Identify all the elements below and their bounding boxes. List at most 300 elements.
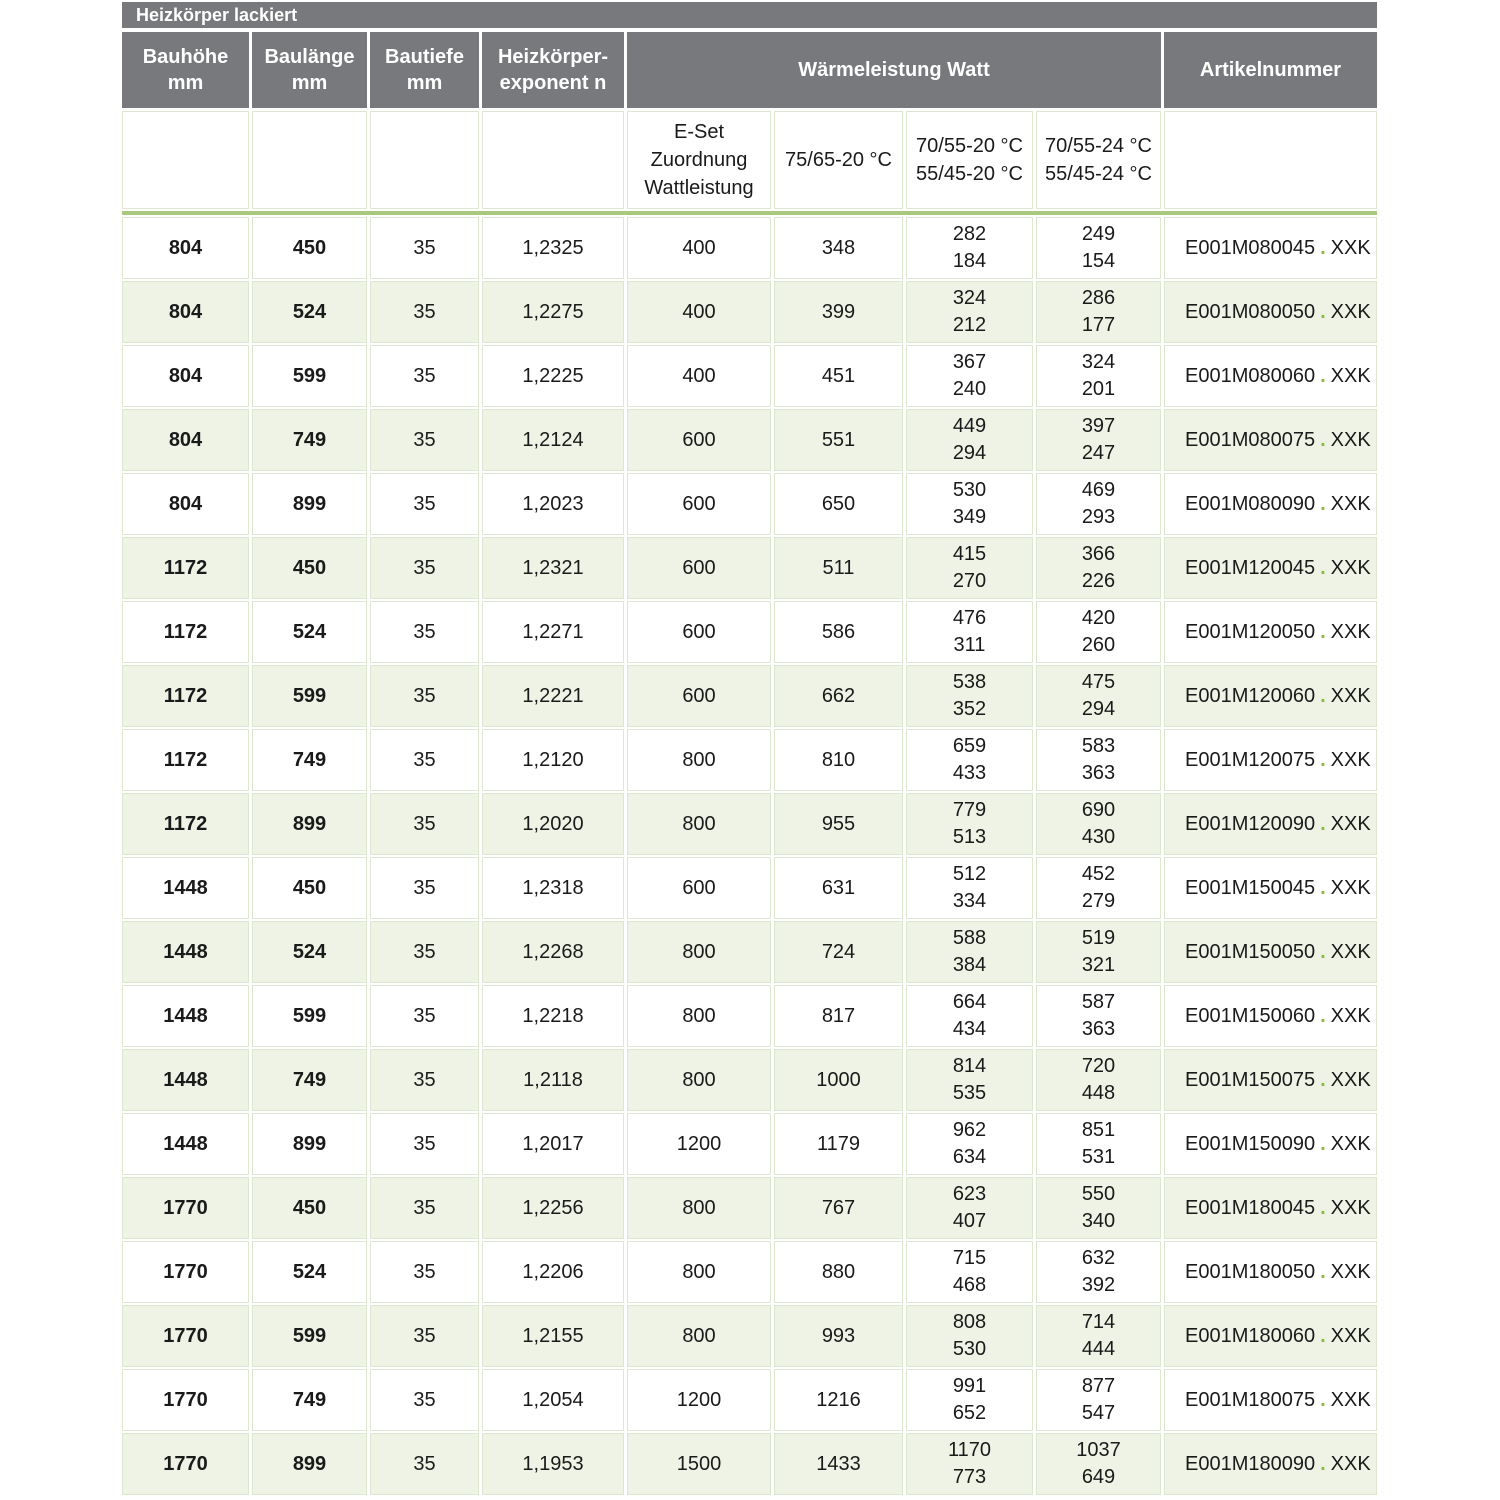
watt-value: 247	[1081, 442, 1116, 464]
cell-exponent: 1,2271	[482, 601, 624, 663]
subheader-70-55-24	[1036, 111, 1161, 209]
cell-bautiefe: 35	[370, 1305, 479, 1367]
cell-artikelnummer	[1164, 729, 1377, 791]
cell-baulaenge: 450	[252, 217, 367, 279]
cell-artikelnummer	[1164, 1049, 1377, 1111]
cell-artikelnummer	[1164, 985, 1377, 1047]
cell-baulaenge: 599	[252, 665, 367, 727]
cell-70-55-20	[906, 217, 1033, 279]
cell-bauhoehe: 1770	[122, 1177, 249, 1239]
table-title: Heizkörper lackiert	[136, 5, 298, 25]
cell-75-65: 1000	[774, 1049, 903, 1111]
cell-bautiefe: 35	[370, 1433, 479, 1495]
cell-baulaenge: 749	[252, 409, 367, 471]
watt-value: 519	[1081, 927, 1116, 949]
watt-value: 363	[1081, 1018, 1116, 1040]
subheader-line: 55/45-20 °C	[916, 163, 1023, 185]
cell-bauhoehe: 1172	[122, 537, 249, 599]
watt-value: 714	[1081, 1311, 1116, 1333]
cell-baulaenge: 524	[252, 1241, 367, 1303]
watt-value: 649	[1081, 1466, 1116, 1488]
cell-70-55-20	[906, 793, 1033, 855]
artikel-dot: .	[1320, 556, 1326, 579]
cell-bauhoehe: 804	[122, 281, 249, 343]
watt-value: 286	[1081, 287, 1116, 309]
watt-value: 512	[952, 863, 987, 885]
watt-value: 340	[1081, 1210, 1116, 1232]
cell-70-55-20	[906, 537, 1033, 599]
watt-value: 587	[1081, 991, 1116, 1013]
col-header-exponent	[482, 32, 624, 108]
cell-bautiefe: 35	[370, 665, 479, 727]
col-header-artikelnummer: Artikelnummer	[1164, 32, 1377, 108]
watt-value: 962	[952, 1119, 987, 1141]
cell-70-55-20	[906, 281, 1033, 343]
cell-baulaenge: 899	[252, 1113, 367, 1175]
cell-exponent: 1,2268	[482, 921, 624, 983]
cell-artikelnummer	[1164, 345, 1377, 407]
artikel-base: E001M080090	[1185, 492, 1316, 515]
cell-70-55-20	[906, 473, 1033, 535]
cell-75-65: 586	[774, 601, 903, 663]
watt-value: 294	[1081, 698, 1116, 720]
watt-value: 444	[1081, 1338, 1116, 1360]
artikel-base: E001M180075	[1185, 1388, 1316, 1411]
watt-value: 212	[952, 314, 987, 336]
watt-value: 334	[952, 890, 987, 912]
cell-exponent: 1,2218	[482, 985, 624, 1047]
cell-bautiefe: 35	[370, 409, 479, 471]
cell-70-55-24	[1036, 601, 1161, 663]
cell-bauhoehe: 1770	[122, 1305, 249, 1367]
subheader-75-65	[774, 111, 903, 209]
cell-70-55-20	[906, 1369, 1033, 1431]
table-header	[122, 32, 1377, 209]
artikel-dot: .	[1320, 492, 1326, 515]
cell-exponent: 1,1953	[482, 1433, 624, 1495]
artikel-dot: .	[1320, 1260, 1326, 1283]
cell-bauhoehe: 1770	[122, 1369, 249, 1431]
watt-value: 311	[953, 634, 986, 656]
cell-eset-wattleistung: 600	[627, 857, 771, 919]
watt-value: 476	[952, 607, 987, 629]
watt-value: 1037	[1076, 1439, 1121, 1461]
watt-value: 397	[1081, 415, 1116, 437]
cell-eset-wattleistung: 800	[627, 1049, 771, 1111]
cell-70-55-20	[906, 409, 1033, 471]
watt-value: 469	[1081, 479, 1116, 501]
cell-artikelnummer	[1164, 857, 1377, 919]
cell-baulaenge: 599	[252, 985, 367, 1047]
cell-bautiefe: 35	[370, 537, 479, 599]
cell-baulaenge: 524	[252, 281, 367, 343]
cell-exponent: 1,2118	[482, 1049, 624, 1111]
artikel-dot: .	[1320, 748, 1326, 771]
watt-value: 249	[1081, 223, 1116, 245]
artikel-suffix: XXK	[1330, 492, 1371, 515]
cell-eset-wattleistung: 800	[627, 1241, 771, 1303]
cell-70-55-24	[1036, 1049, 1161, 1111]
artikel-dot: .	[1320, 236, 1326, 259]
artikel-dot: .	[1320, 364, 1326, 387]
cell-artikelnummer	[1164, 537, 1377, 599]
cell-baulaenge: 899	[252, 1433, 367, 1495]
artikel-suffix: XXK	[1330, 1388, 1371, 1411]
artikel-base: E001M080050	[1185, 300, 1316, 323]
watt-value: 550	[1081, 1183, 1116, 1205]
watt-value: 392	[1081, 1274, 1116, 1296]
watt-value: 779	[952, 799, 987, 821]
cell-eset-wattleistung: 800	[627, 1305, 771, 1367]
subheader-70-55-20	[906, 111, 1033, 209]
cell-70-55-24	[1036, 1241, 1161, 1303]
cell-bauhoehe: 1448	[122, 1113, 249, 1175]
header-line: Bauhöhe	[142, 46, 229, 68]
cell-bauhoehe: 1172	[122, 729, 249, 791]
artikel-dot: .	[1320, 812, 1326, 835]
artikel-base: E001M120075	[1185, 748, 1316, 771]
cell-bautiefe: 35	[370, 1241, 479, 1303]
cell-eset-wattleistung: 800	[627, 793, 771, 855]
cell-bautiefe: 35	[370, 1113, 479, 1175]
subheader-empty	[482, 111, 624, 209]
artikel-base: E001M150050	[1185, 940, 1316, 963]
watt-value: 448	[1081, 1082, 1116, 1104]
cell-baulaenge: 450	[252, 857, 367, 919]
watt-value: 877	[1081, 1375, 1116, 1397]
cell-70-55-20	[906, 921, 1033, 983]
cell-70-55-24	[1036, 1433, 1161, 1495]
artikel-base: E001M180060	[1185, 1324, 1316, 1347]
watt-value: 270	[952, 570, 987, 592]
cell-70-55-24	[1036, 409, 1161, 471]
table-title-bar	[122, 2, 1377, 28]
cell-baulaenge: 749	[252, 1369, 367, 1431]
artikel-base: E001M080045	[1185, 236, 1316, 259]
cell-70-55-24	[1036, 345, 1161, 407]
cell-70-55-24	[1036, 281, 1161, 343]
artikel-suffix: XXK	[1330, 876, 1371, 899]
cell-exponent: 1,2155	[482, 1305, 624, 1367]
cell-artikelnummer	[1164, 1241, 1377, 1303]
cell-bautiefe: 35	[370, 1177, 479, 1239]
cell-75-65: 1433	[774, 1433, 903, 1495]
watt-value: 452	[1081, 863, 1116, 885]
artikel-suffix: XXK	[1330, 812, 1371, 835]
cell-75-65: 662	[774, 665, 903, 727]
cell-75-65: 724	[774, 921, 903, 983]
cell-eset-wattleistung: 600	[627, 473, 771, 535]
cell-70-55-20	[906, 857, 1033, 919]
watt-value: 324	[952, 287, 987, 309]
subheader-line: 55/45-24 °C	[1045, 163, 1152, 185]
watt-value: 547	[1081, 1402, 1116, 1424]
cell-70-55-20	[906, 729, 1033, 791]
subheader-line: 75/65-20 °C	[785, 149, 892, 171]
subheader-empty	[370, 111, 479, 209]
cell-75-65: 451	[774, 345, 903, 407]
cell-exponent: 1,2321	[482, 537, 624, 599]
cell-bauhoehe: 804	[122, 473, 249, 535]
artikel-dot: .	[1320, 1132, 1326, 1155]
cell-baulaenge: 749	[252, 729, 367, 791]
cell-70-55-24	[1036, 1305, 1161, 1367]
cell-bauhoehe: 1172	[122, 793, 249, 855]
artikel-suffix: XXK	[1330, 1068, 1371, 1091]
cell-70-55-24	[1036, 665, 1161, 727]
watt-value: 293	[1081, 506, 1116, 528]
cell-exponent: 1,2318	[482, 857, 624, 919]
watt-value: 349	[952, 506, 987, 528]
cell-baulaenge: 450	[252, 1177, 367, 1239]
watt-value: 468	[952, 1274, 987, 1296]
header-line: Bautiefe	[385, 46, 464, 68]
watt-value: 226	[1081, 570, 1116, 592]
artikel-suffix: XXK	[1330, 1452, 1371, 1475]
cell-bautiefe: 35	[370, 281, 479, 343]
cell-eset-wattleistung: 400	[627, 281, 771, 343]
cell-eset-wattleistung: 1200	[627, 1113, 771, 1175]
watt-value: 690	[1081, 799, 1116, 821]
cell-eset-wattleistung: 600	[627, 537, 771, 599]
header-line: mm	[406, 72, 443, 94]
artikel-suffix: XXK	[1330, 1260, 1371, 1283]
cell-bauhoehe: 804	[122, 217, 249, 279]
artikel-dot: .	[1320, 876, 1326, 899]
cell-70-55-20	[906, 1305, 1033, 1367]
cell-70-55-20	[906, 1049, 1033, 1111]
watt-value: 324	[1081, 351, 1116, 373]
cell-bauhoehe: 1448	[122, 985, 249, 1047]
cell-artikelnummer	[1164, 1305, 1377, 1367]
cell-exponent: 1,2054	[482, 1369, 624, 1431]
watt-value: 363	[1081, 762, 1116, 784]
cell-75-65: 810	[774, 729, 903, 791]
artikel-dot: .	[1320, 940, 1326, 963]
cell-75-65: 955	[774, 793, 903, 855]
watt-value: 321	[1081, 954, 1116, 976]
cell-eset-wattleistung: 600	[627, 409, 771, 471]
cell-artikelnummer	[1164, 1177, 1377, 1239]
cell-bauhoehe: 804	[122, 345, 249, 407]
artikel-base: E001M120050	[1185, 620, 1316, 643]
cell-eset-wattleistung: 400	[627, 345, 771, 407]
watt-value: 814	[952, 1055, 987, 1077]
cell-70-55-20	[906, 1177, 1033, 1239]
artikel-dot: .	[1320, 1324, 1326, 1347]
artikel-dot: .	[1320, 300, 1326, 323]
cell-70-55-24	[1036, 793, 1161, 855]
subheader-line: Zuordnung	[650, 149, 748, 171]
watt-value: 1170	[947, 1439, 991, 1461]
header-line: Heizkörper-	[497, 46, 609, 68]
cell-eset-wattleistung: 600	[627, 665, 771, 727]
cell-baulaenge: 899	[252, 473, 367, 535]
col-header-bauhoehe	[122, 32, 249, 108]
watt-value: 659	[952, 735, 987, 757]
watt-value: 475	[1081, 671, 1116, 693]
cell-bautiefe: 35	[370, 345, 479, 407]
cell-exponent: 1,2017	[482, 1113, 624, 1175]
artikel-dot: .	[1320, 1004, 1326, 1027]
watt-value: 991	[952, 1375, 987, 1397]
artikel-base: E001M150090	[1185, 1132, 1316, 1155]
cell-bauhoehe: 804	[122, 409, 249, 471]
watt-value: 352	[952, 698, 987, 720]
cell-75-65: 1216	[774, 1369, 903, 1431]
watt-value: 430	[1081, 826, 1116, 848]
cell-70-55-24	[1036, 537, 1161, 599]
subheader-line: E-Set	[673, 121, 725, 143]
artikel-suffix: XXK	[1330, 748, 1371, 771]
subheader-line: 70/55-20 °C	[916, 135, 1023, 157]
cell-70-55-20	[906, 1241, 1033, 1303]
artikel-dot: .	[1320, 1068, 1326, 1091]
watt-value: 184	[952, 250, 987, 272]
cell-bautiefe: 35	[370, 217, 479, 279]
cell-bautiefe: 35	[370, 857, 479, 919]
cell-eset-wattleistung: 600	[627, 601, 771, 663]
watt-value: 513	[952, 826, 987, 848]
cell-baulaenge: 524	[252, 921, 367, 983]
table-body	[122, 217, 1377, 1495]
cell-artikelnummer	[1164, 1113, 1377, 1175]
artikel-dot: .	[1320, 620, 1326, 643]
cell-75-65: 631	[774, 857, 903, 919]
artikel-dot: .	[1320, 684, 1326, 707]
cell-bautiefe: 35	[370, 473, 479, 535]
watt-value: 434	[952, 1018, 987, 1040]
artikel-suffix: XXK	[1330, 940, 1371, 963]
watt-value: 538	[952, 671, 987, 693]
cell-75-65: 511	[774, 537, 903, 599]
artikel-suffix: XXK	[1330, 1132, 1371, 1155]
watt-value: 634	[952, 1146, 987, 1168]
cell-exponent: 1,2020	[482, 793, 624, 855]
watt-value: 652	[952, 1402, 987, 1424]
cell-artikelnummer	[1164, 473, 1377, 535]
watt-value: 808	[952, 1311, 987, 1333]
artikel-suffix: XXK	[1330, 300, 1371, 323]
cell-70-55-24	[1036, 857, 1161, 919]
watt-value: 531	[1081, 1146, 1116, 1168]
watt-value: 530	[952, 1338, 987, 1360]
subheader-line: Wattleistung	[644, 177, 754, 199]
watt-value: 282	[952, 223, 987, 245]
watt-value: 384	[952, 954, 987, 976]
cell-70-55-24	[1036, 921, 1161, 983]
cell-artikelnummer	[1164, 921, 1377, 983]
subheader-empty	[1164, 111, 1377, 209]
artikel-base: E001M180050	[1185, 1260, 1316, 1283]
watt-value: 240	[952, 378, 987, 400]
watt-value: 420	[1081, 607, 1116, 629]
header-line: exponent n	[499, 72, 607, 94]
cell-75-65: 880	[774, 1241, 903, 1303]
watt-value: 583	[1081, 735, 1116, 757]
cell-artikelnummer	[1164, 281, 1377, 343]
watt-value: 773	[952, 1466, 987, 1488]
watt-value: 415	[952, 543, 987, 565]
cell-70-55-24	[1036, 217, 1161, 279]
cell-artikelnummer	[1164, 793, 1377, 855]
cell-bauhoehe: 1770	[122, 1433, 249, 1495]
watt-value: 720	[1081, 1055, 1116, 1077]
cell-artikelnummer	[1164, 601, 1377, 663]
cell-eset-wattleistung: 1200	[627, 1369, 771, 1431]
artikel-suffix: XXK	[1330, 684, 1371, 707]
cell-baulaenge: 599	[252, 345, 367, 407]
artikel-suffix: XXK	[1330, 1324, 1371, 1347]
cell-bautiefe: 35	[370, 921, 479, 983]
artikel-base: E001M150045	[1185, 876, 1316, 899]
cell-eset-wattleistung: 800	[627, 1177, 771, 1239]
artikel-base: E001M150075	[1185, 1068, 1316, 1091]
watt-value: 367	[952, 351, 987, 373]
cell-70-55-20	[906, 601, 1033, 663]
cell-exponent: 1,2206	[482, 1241, 624, 1303]
cell-eset-wattleistung: 1500	[627, 1433, 771, 1495]
cell-75-65: 348	[774, 217, 903, 279]
watt-value: 294	[952, 442, 987, 464]
watt-value: 851	[1081, 1119, 1116, 1141]
watt-value: 535	[952, 1082, 987, 1104]
watt-value: 260	[1081, 634, 1116, 656]
artikel-base: E001M150060	[1185, 1004, 1316, 1027]
cell-artikelnummer	[1164, 409, 1377, 471]
cell-eset-wattleistung: 800	[627, 985, 771, 1047]
artikel-base: E001M120060	[1185, 684, 1316, 707]
artikel-dot: .	[1320, 428, 1326, 451]
cell-baulaenge: 599	[252, 1305, 367, 1367]
cell-exponent: 1,2120	[482, 729, 624, 791]
artikel-base: E001M080060	[1185, 364, 1316, 387]
cell-70-55-24	[1036, 473, 1161, 535]
cell-70-55-20	[906, 665, 1033, 727]
cell-75-65: 399	[774, 281, 903, 343]
cell-artikelnummer	[1164, 1433, 1377, 1495]
cell-70-55-20	[906, 1433, 1033, 1495]
subheader-empty	[252, 111, 367, 209]
watt-value: 154	[1081, 250, 1116, 272]
cell-artikelnummer	[1164, 665, 1377, 727]
artikel-base: E001M120090	[1185, 812, 1316, 835]
artikel-base: E001M080075	[1185, 428, 1316, 451]
col-header-waermeleistung: Wärmeleistung Watt	[627, 32, 1161, 108]
cell-bauhoehe: 1172	[122, 601, 249, 663]
cell-75-65: 817	[774, 985, 903, 1047]
cell-75-65: 767	[774, 1177, 903, 1239]
cell-exponent: 1,2256	[482, 1177, 624, 1239]
cell-eset-wattleistung: 400	[627, 217, 771, 279]
col-header-bautiefe	[370, 32, 479, 108]
artikel-suffix: XXK	[1330, 428, 1371, 451]
watt-value: 530	[952, 479, 987, 501]
watt-value: 407	[952, 1210, 987, 1232]
watt-value: 715	[952, 1247, 987, 1269]
cell-exponent: 1,2325	[482, 217, 624, 279]
cell-70-55-24	[1036, 985, 1161, 1047]
artikel-suffix: XXK	[1330, 364, 1371, 387]
cell-75-65: 1179	[774, 1113, 903, 1175]
artikel-dot: .	[1320, 1388, 1326, 1411]
subheader-line: 70/55-24 °C	[1045, 135, 1152, 157]
artikel-suffix: XXK	[1330, 1004, 1371, 1027]
col-header-baulaenge	[252, 32, 367, 108]
artikel-suffix: XXK	[1330, 620, 1371, 643]
cell-75-65: 650	[774, 473, 903, 535]
cell-baulaenge: 524	[252, 601, 367, 663]
